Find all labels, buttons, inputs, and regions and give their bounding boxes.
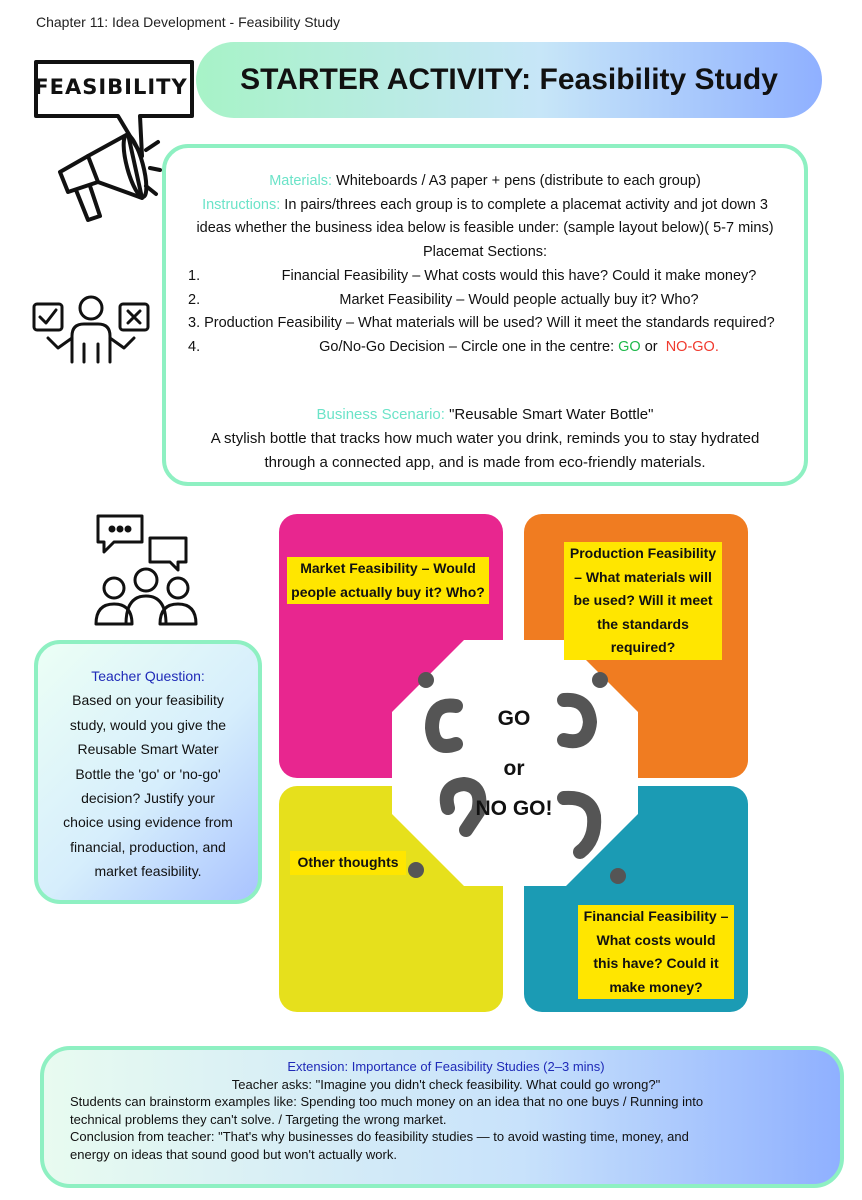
extension-panel <box>40 1046 844 1188</box>
feasibility-badge: FEASIBILITY <box>34 75 188 99</box>
list-item: 1. Financial Feasibility – What costs would this have? Could it make money? <box>188 268 757 284</box>
megaphone-icon <box>42 128 162 228</box>
scenario-text-2: through a connected app, and is made from eco-friendly materials. <box>264 454 706 471</box>
instructions-text-2: ideas whether the business idea below is feasible under: (sample layout below)( 5-7 mins) <box>196 220 774 236</box>
extension-brainstorm-2: technical problems they can't solve. / Targeting the wrong market. <box>70 1111 447 1127</box>
sections-heading: Placemat Sections: <box>422 243 548 260</box>
materials-text: Whiteboards / A3 paper + pens (distribute to each group) <box>336 173 701 189</box>
center-nogo: NO GO! <box>475 797 553 820</box>
instructions-panel <box>162 144 808 486</box>
extension-brainstorm: Students can brainstorm examples like: Spending too much money on an idea that no one buys / Running into <box>70 1094 704 1109</box>
teacher-line: Based on your feasibility <box>72 692 224 709</box>
teacher-line: decision? Justify your <box>81 790 215 807</box>
teacher-line: Bottle the 'go' or 'no-go' <box>75 765 221 782</box>
instructions-text: In pairs/threes each group is to complete a placemat activity and jot down 3 <box>284 196 768 213</box>
other-thoughts-label: Other thoughts <box>290 851 406 875</box>
market-label: Market Feasibility – Would people actually buy it? Who? <box>287 557 489 604</box>
center-go: GO <box>497 707 531 730</box>
extension-conclusion-2: energy on ideas that sound good but won't actually work. <box>70 1146 397 1162</box>
instructions-label: Instructions: <box>202 196 281 213</box>
discussion-group-icon <box>84 512 206 628</box>
chapter-heading: Chapter 11: Idea Development - Feasibility Study <box>36 14 341 30</box>
scenario-label: Business Scenario: <box>316 406 445 423</box>
go-option: GO <box>618 338 641 355</box>
nogo-option: NO-GO. <box>665 338 719 355</box>
teacher-line: study, would you give the <box>69 716 227 733</box>
production-label: Production Feasibility – What materials will be used? Will it meet the standards required? <box>564 542 722 660</box>
teacher-question-panel <box>34 640 262 904</box>
center-or: or <box>503 757 525 780</box>
teacher-line: Reusable Smart Water <box>77 741 219 758</box>
list-item: 2. Market Feasibility – Would people actually buy it? Who? <box>188 291 699 308</box>
teacher-line: choice using evidence from <box>63 814 233 831</box>
scenario-text: A stylish bottle that tracks how much water you drink, reminds you to stay hydrated <box>210 430 760 447</box>
extension-conclusion: Conclusion from teacher: "That's why businesses do feasibility studies — to avoid wasting time, money, and <box>70 1129 689 1144</box>
list-item: 4. Go/No-Go Decision – Circle one in the centre: GO or NO-GO. <box>188 338 719 355</box>
page-title: STARTER ACTIVITY: Feasibility Study <box>240 63 778 96</box>
list-item: 3. Production Feasibility – What materials will be used? Will it meet the standards required? <box>188 315 775 331</box>
extension-heading: Extension: Importance of Feasibility Studies (2–3 mins) <box>287 1059 605 1074</box>
teacher-line: financial, production, and <box>70 838 226 855</box>
financial-label: Financial Feasibility – What costs would this have? Could it make money? <box>578 905 734 999</box>
scenario-title: "Reusable Smart Water Bottle" <box>449 406 654 423</box>
decision-person-icon <box>28 292 154 364</box>
materials-label: Materials: <box>269 173 333 189</box>
teacher-heading: Teacher Question: <box>91 668 205 684</box>
teacher-line: market feasibility. <box>94 863 202 880</box>
extension-asks: Teacher asks: "Imagine you didn't check feasibility. What could go wrong?" <box>231 1076 661 1092</box>
title-banner <box>196 42 822 118</box>
